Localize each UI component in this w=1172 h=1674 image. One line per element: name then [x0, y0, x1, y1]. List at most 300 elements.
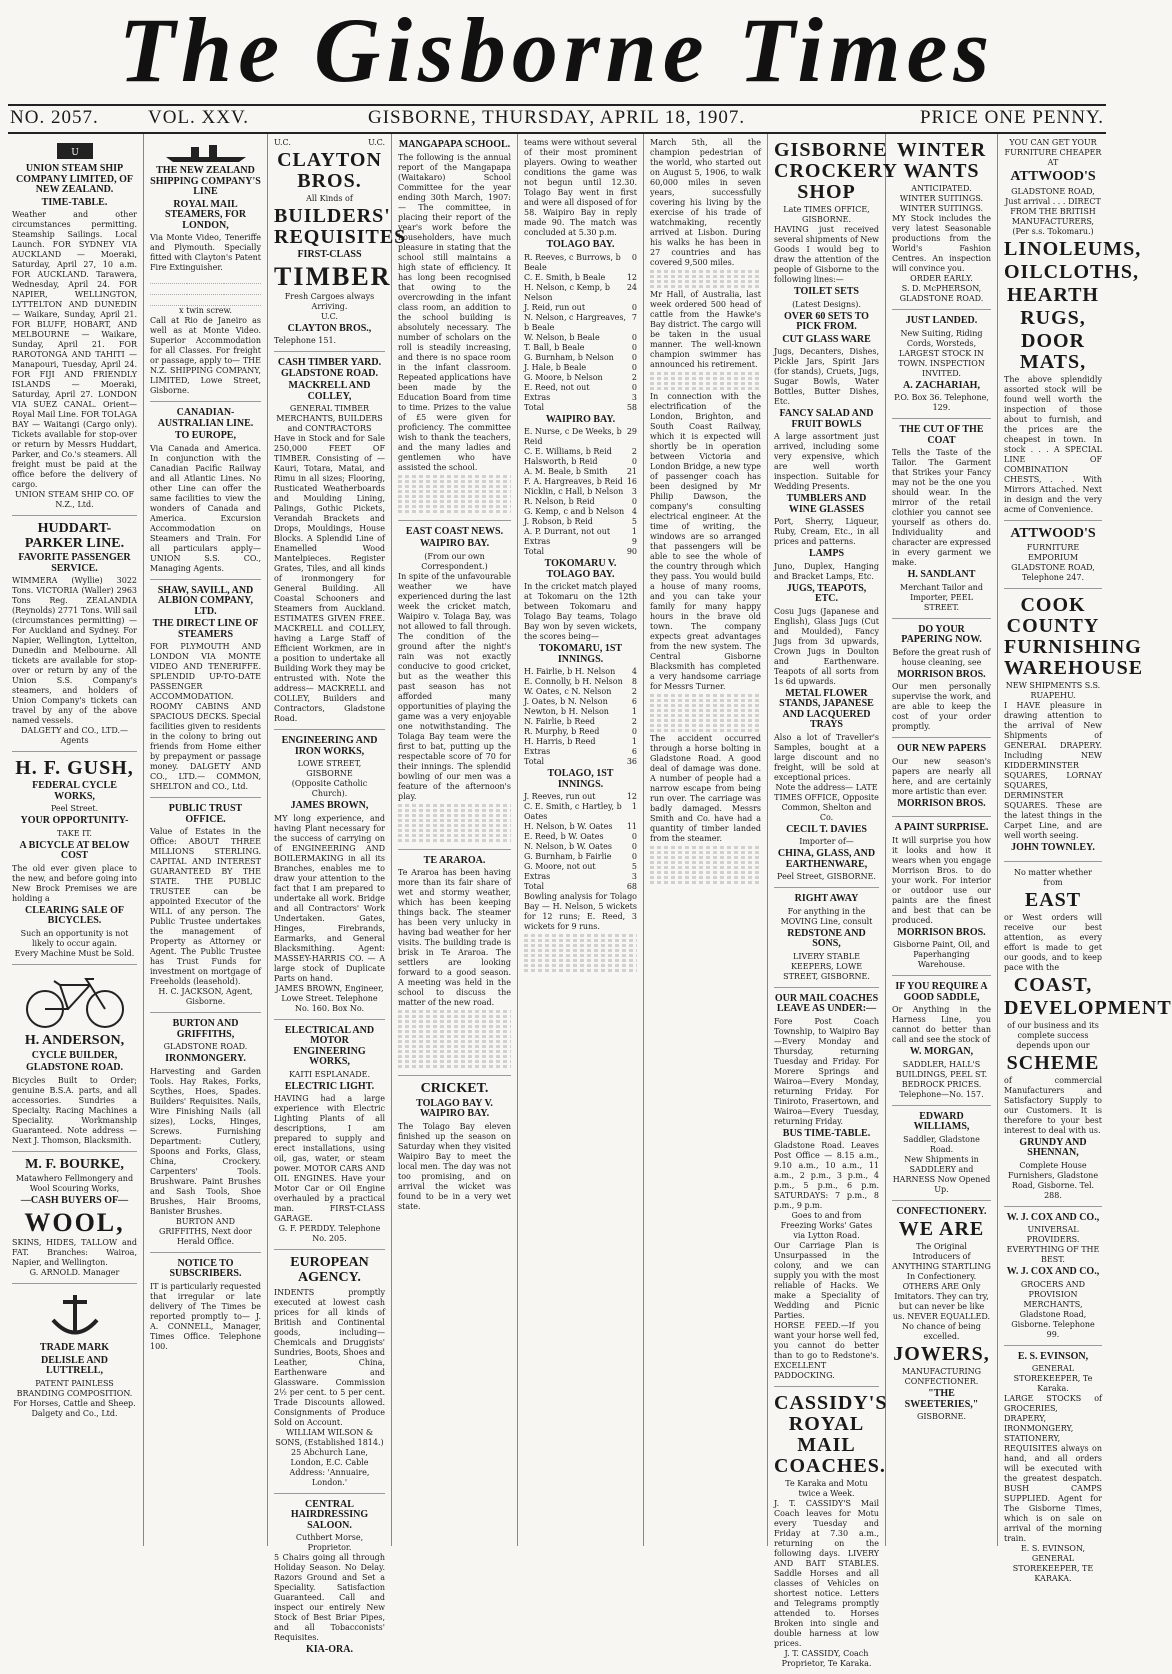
papering-title: DO YOUR PAPERING NOW.: [901, 623, 982, 645]
match2-title: TOKOMARU V. TOLAGO BAY.: [544, 558, 617, 580]
grundy-ad: [1004, 867, 1172, 1207]
score-row: [524, 737, 637, 747]
score-row: [524, 717, 637, 727]
place-date: GISBORNE, THURSDAY, APRIL 18, 1907.: [368, 107, 746, 128]
saddle-body: Or Anything in the Harness Line, you cannot do better than call and see the stock of: [892, 1005, 991, 1044]
score-row: [524, 527, 637, 537]
batsman: C. E. Smith, b Beale: [524, 272, 606, 282]
runs: 8: [631, 677, 637, 686]
coach-horse: HORSE FEED.—If you want your horse well fed, you cannot do better than to go to Redstone's. EXCELLENT PADDOCKING.: [774, 1321, 879, 1380]
coach-carriage: Our Carriage Plan is Unsurpassed in the colony, and we can supply you with the most reliable of Hacks. We make a Speciality of Wedding and Picnic Parties.: [774, 1241, 879, 1320]
runs: 16: [626, 477, 637, 486]
sailings-table: [150, 273, 261, 306]
scorecard-2: [524, 427, 637, 557]
bourke-wool: WOOL,: [24, 1207, 125, 1237]
batsman: Nicklin, c Hall, b Nelson: [524, 487, 624, 496]
newspaper-title: The Gisborne Times: [118, 0, 996, 101]
crockery-fancybody: A large assortment just arrived, including some very expensive, which are well worth inspection. Suitable for Wedding Presents.: [774, 432, 879, 491]
williams-sub: Saddler, Gladstone Road.: [903, 1134, 980, 1154]
mackrell-body: Have in Stock and for Sale 250,000 FEET OF TIMBER. Consisting of — Kauri, Totara, Matai, and Rimu in all sizes; Flooring, Rusticated Weatherboards and Moulding Lining, Palings, Gothic Pickets, Verandah Brackets and Drops, Mouldings, House Blocks. A Splendid Line of Enamelled Wood Mantelpieces. Register Grates, Tiles, and all kinds of ironmongery for General Building. All Coastal Schooners and Steamers from Auckland. ESTIMATES GIVEN FREE. MACKRELL and COLLEY, having a Large Staff of Efficient Workmen, are in a position to undertake all Building Work they may be entrusted with. Note the address— MACKRELL and COLLEY, Builders and Contractors, Gladstone Road.: [274, 434, 385, 724]
score4-title: TOLAGO, 1ST INNINGS.: [547, 768, 614, 790]
scorecard-4: [524, 792, 637, 892]
cassidy-ad: [774, 1392, 888, 1674]
grundy-body2: of commercial Manufacturers and Satisfactory Supply to our Customers. It is therefore to your best interest to deal with us.: [1004, 1075, 1102, 1135]
brown-footer: JAMES BROWN, Engineer, Lowe Street. Telephone No. 160. Box No.: [275, 983, 384, 1013]
brown-name: JAMES BROWN,: [290, 800, 369, 812]
rightaway-name: REDSTONE AND SONS,: [787, 927, 866, 949]
crockery-lamps: LAMPS: [809, 548, 844, 559]
score-row: [524, 832, 637, 842]
column-9: [998, 134, 1172, 1584]
runs: 0: [631, 842, 637, 851]
hairdressing-title: CENTRAL HAIRDRESSING SALOON.: [290, 1498, 369, 1531]
batsman: E. Reed, not out: [524, 382, 590, 392]
gush-body: The old ever given place to the new, and before going into New Brock Premises we are holding a: [12, 863, 137, 903]
coach-bus: BUS TIME-TABLE.: [782, 1127, 871, 1139]
attwood-arrival: Just arrival . . . DIRECT FROM THE BRITISH MANUFACTURERS, (Per s.s. Tokomaru.): [1005, 196, 1101, 236]
runs: 6: [631, 747, 637, 756]
trust-body: Value of Estates in the Office: ABOUT THREE MILLIONS STERLING. CAPITAL AND INTEREST GUARANTEED BY THE STATE. THE PUBLIC TRUSTEE can be appointed Executor of the WILL of any person. The Public Trustee undertakes the management of Property as Attorney or Agent. The Public Trustee has Trust Funds for investment on mortgage of Freeholds (leasehold).: [150, 827, 261, 986]
confect-shop: "THE SWEETERIES,": [904, 1388, 979, 1410]
grundy-scheme: SCHEME: [1006, 1051, 1100, 1074]
trust-ad: [150, 804, 261, 1013]
brown-ad: [274, 736, 385, 1020]
score-row: [524, 403, 637, 413]
crockery-latest: (Latest Designs).: [792, 299, 861, 309]
price: PRICE ONE PENNY.: [919, 107, 1104, 128]
score-row: [524, 757, 637, 767]
runs: 68: [626, 882, 637, 891]
steamship-icon: [161, 141, 251, 163]
batsman: E. Nurse, c De Weeks, b Reid: [524, 427, 622, 446]
score-row: [524, 687, 637, 697]
mackrell-sub: GENERAL TIMBER MERCHANTS, BUILDERS and CONTRACTORS: [276, 404, 383, 434]
attwood2-name: ATTWOOD'S: [1010, 525, 1096, 541]
column-3: [268, 134, 407, 1656]
burton-footer: BURTON AND GRIFFITHS, Next door Herald Office.: [158, 1216, 252, 1246]
saddle-sub: SADDLER, HALL'S BUILDINGS, PEEL ST. BEDROCK PRICES. Telephone—No. 157.: [895, 1059, 988, 1099]
clayton-uc-mid: U.C.: [321, 311, 338, 321]
batsman: N. Fairlie, b Reed: [524, 717, 595, 726]
gush-machine: Every Machine Must be Sold.: [14, 948, 135, 958]
rightaway-body: For anything in the MOVING Line, consult: [780, 906, 873, 926]
attwood-oil: OILCLOTHS,: [1004, 260, 1140, 283]
grundy-tail: of our business and its complete success depends upon our: [1007, 1020, 1099, 1050]
runs: 11: [626, 822, 637, 831]
electric-ad: [274, 1026, 385, 1251]
confect-weare: WE ARE: [898, 1218, 985, 1240]
bourke-cash: —CASH BUYERS OF—: [20, 1195, 129, 1207]
union-ad: [12, 141, 137, 516]
runs: 2: [631, 717, 637, 726]
cricket-tail: Bowling analysis for Tolago Bay — H. Nelson, 5 wickets for 12 runs; E. Reed, 3 wickets for 9 runs.: [524, 892, 637, 931]
cook-sub: NEW SHIPMENTS S.S. RUAPEHU.: [1005, 681, 1101, 701]
delisle-mark: TRADE MARK: [39, 1342, 110, 1354]
batsman: Total: [524, 402, 545, 412]
attwood-ad: [1004, 138, 1142, 521]
attwood2-tel: Telephone 247.: [1021, 573, 1085, 583]
gush-slogan2: TAKE IT.: [57, 828, 92, 838]
evinson-footer: E. S. EVINSON, GENERAL STOREKEEPER, TE KARAKA.: [1012, 1544, 1094, 1584]
score-row: [524, 457, 637, 467]
attwood-door: DOOR MATS,: [1019, 329, 1087, 373]
match2-body: In the cricket match played at Tokomaru on the 12th between Tokomaru and Tolago Bay teams, Tolago Bay won by seven wickets, the scores being—: [524, 582, 637, 641]
clayton-title: CLAYTON BROS.: [277, 149, 382, 192]
coach-busbody: Gladstone Road. Leaves Post Office — 8.15 a.m., 9.10 a.m., 10 a.m., 11 a.m., 2 p.m., 3 p.m., 4 p.m., 5 p.m., 6 p.m. SATURDAYS: 7 p.m., 8 p.m., 9 p.m.: [774, 1141, 879, 1210]
crockery-note: Note the address— LATE TIMES OFFICE, Opposite Common, Shelton and Co.: [774, 782, 879, 822]
score-row: [524, 393, 637, 403]
electric-sub: ELECTRIC LIGHT.: [284, 1080, 375, 1092]
gush-sub: FEDERAL CYCLE WORKS,: [32, 780, 117, 802]
column-4: [392, 134, 518, 1546]
hairdressing-ad: [274, 1500, 385, 1663]
runs: 36: [626, 757, 637, 766]
papering-ad: [892, 625, 991, 739]
surprise-title: A PAINT SURPRISE.: [894, 822, 989, 833]
clayton-builders: BUILDERS' REQUISITES: [274, 205, 407, 248]
score-row: [524, 792, 637, 802]
nzshipping-note: Call at Rio de Janeiro as well as at Monte Video. Superior Accommodation for all Classes. For freight or passage, apply to— THE N.Z. SHIPPING COMPANY, LIMITED, Lowe Street, Gisborne.: [150, 316, 261, 395]
score3-title: TOKOMARU, 1ST INNINGS.: [538, 643, 623, 665]
saddle-ad: [892, 982, 991, 1106]
burton-sub: GLADSTONE ROAD.: [163, 1042, 248, 1051]
batsman: G. Burnham, b Nelson: [524, 352, 614, 362]
rightaway-sub: LIVERY STABLE KEEPERS, LOWE STREET, GISBORNE.: [783, 951, 870, 981]
coach-note: Goes to and from Freezing Works' Gates via Lytton Road.: [780, 1211, 873, 1240]
masthead: [0, 0, 1114, 100]
score-row: [524, 537, 637, 547]
attwood-hearth: HEARTH: [1007, 283, 1099, 306]
bourke-ad: [12, 1158, 137, 1284]
score-row: [524, 852, 637, 862]
batsman: H. Nelson, c Kemp, b Nelson: [524, 282, 610, 302]
huddart-ad: [12, 522, 137, 752]
batsman: H. Nelson, b W. Oates: [524, 822, 613, 831]
scorecard-1: [524, 253, 637, 413]
bourke-title: M. F. BOURKE,: [25, 1156, 124, 1172]
runs: 0: [631, 382, 637, 392]
bourke-sub: Matawhero Fellmongery and Wool Scouring Works,: [15, 1174, 134, 1194]
score-row: [524, 427, 637, 447]
issue-number: NO. 2057.: [10, 107, 99, 128]
batsman: E. Reed, b W. Oates: [524, 832, 604, 841]
runs: 29: [626, 427, 637, 436]
runs: 0: [631, 302, 637, 312]
cricket-title: CRICKET.: [420, 1081, 489, 1096]
electric-body: HAVING had a large experience with Electric Lighting Plants of all descriptions, I am prepared to supply and erect installations, using oil, gas, water, or steam power. MOTOR CARS AND OIL ENGINES. Have your Motor Car or Oil Engine overhauled by a practical man. FIRST-CLASS GARAGE.: [274, 1094, 385, 1224]
runs: 1: [631, 737, 637, 746]
crockery-sub: Late TIMES OFFICE, GISBORNE.: [783, 205, 870, 224]
runs: 0: [631, 352, 637, 362]
batsman: A. P. Durrant, not out: [524, 527, 611, 536]
surprise-ad: [892, 823, 991, 976]
crockery-china: CHINA, GLASS, AND EARTHENWARE,: [777, 848, 876, 870]
score-row: [524, 333, 637, 343]
grundy-sub: Complete House Furnishers, Gladstone Road, Gisborne. Tel. 288.: [1007, 1160, 1099, 1200]
clayton-sub: All Kinds of: [306, 194, 353, 203]
delisle-body: PATENT PAINLESS BRANDING COMPOSITION. For Horses, Cattle and Sheep.: [13, 1378, 136, 1408]
runs: 3: [631, 487, 637, 496]
runs: 0: [631, 497, 637, 506]
trust-title: PUBLIC TRUST OFFICE.: [168, 803, 243, 825]
batsman: J. Reeves, run out: [524, 792, 596, 801]
batsman: Extras: [524, 537, 551, 546]
winter-footer: S. D. McPHERSON, GLADSTONE ROAD.: [899, 284, 984, 303]
williams-name: EDWARD WILLIAMS,: [913, 1110, 970, 1132]
runs: 1: [631, 707, 637, 716]
evinson-ad: [1004, 1352, 1102, 1590]
burton-dept: IRONMONGERY.: [165, 1053, 246, 1064]
batsman: Extras: [524, 392, 551, 402]
surprise-body: It will surprise you how it looks and how it wears when you engage Morrison Bros. to do your work. For interior or outdoor use our paints are the finest and best that can be produced.: [892, 835, 991, 925]
batsman: G. Burnham, b Fairlie: [524, 852, 612, 861]
batsman: Total: [524, 757, 545, 766]
batsman: H. Harris, b Reed: [524, 737, 596, 746]
runs: 2: [631, 447, 637, 456]
batsman: F. A. Hargreaves, b Reid: [524, 477, 623, 486]
score-row: [524, 467, 637, 477]
shawsavill-sub: THE DIRECT LINE OF STEAMERS: [152, 618, 259, 640]
eastcoast-corr: (From our own Correspondent.): [421, 551, 488, 571]
runs: 1: [631, 802, 637, 811]
score-row: [524, 353, 637, 363]
papers-title: OUR NEW PAPERS: [896, 743, 987, 754]
runs: 3: [631, 872, 637, 881]
union-body: Weather and other circumstances permitting. Steamship Sailings. Local Launch. FOR SYDNEY VIA AUCKLAND — Moeraki, Saturday, April 27, 10 a.m. FOR AUCKLAND. Tarawera, Wednesday, April 24. FOR NAPIER, WELLINGTON, LYTTELTON AND DUNEDIN — Waikare, Sunday, April 21. FOR BLUFF, HOBART, AND MELBOURNE — Waikare, Sunday, April 21. FOR RAROTONGA AND TAHITI — Manapouri, Tuesday, April 24. FOR FIJI AND FRIENDLY ISLANDS — Moeraki, Saturday, April 27. LONDON VIA SUEZ CANAL. Orient—Royal Mail Line. FOR TOLAGA BAY — Waitangi (Cargo only). Tickets available for stop-over or return by Messrs Huddart, Parker, and Co.'s steamers. All freight must be paid at the office before the delivery of cargo.: [12, 210, 137, 489]
confect-title: CONFECTIONERY.: [896, 1205, 987, 1217]
crockery-tumblersbody: Port, Sherry, Liqueur, Ruby, Cream, Etc., in all prices and patterns.: [774, 517, 879, 546]
winter-body: MY Stock includes the very latest Seasonable productions from the World's Fashion Centres. An inspection will convince you.: [892, 214, 991, 273]
coat-title: THE CUT OF THE COAT: [899, 424, 984, 446]
column-5: [518, 134, 644, 1546]
brown-title: ENGINEERING AND IRON WORKS,: [281, 735, 378, 757]
score-row: [524, 363, 637, 373]
delisle-agent: Dalgety and Co., Ltd.: [31, 1408, 118, 1418]
nzshipping-body: Via Monte Video, Teneriffe and Plymouth. Specially fitted with Clayton's Patent Fire Extinguisher.: [150, 233, 261, 272]
clayton-tel: Telephone 151.: [274, 336, 337, 346]
crockery-lampsbody: Juno, Duplex, Hanging and Bracket Lamps, Etc.: [774, 561, 879, 581]
news-item-3: In connection with the electrification of the London, Brighton, and South Coast Railway, which it is expected will shortly be in operation between Victoria and London Bridge, a new type of passenger coach has been designed by Mr Philip Dawson, the company's consulting electrical engineer. At the time of writing, the windows are so arranged that passengers will be able to see the whole of the country through which they pass. You would build a house of many rooms, and you can take your family for many happy hours in the brave old town. The company expects great advantages from the new system. The Central Gisborne Blacksmith has completed a very handsome carriage for Messrs Turner.: [650, 392, 761, 691]
european-title: EUROPEAN AGENCY.: [290, 1255, 369, 1285]
nzshipping-title: THE NEW ZEALAND SHIPPING COMPANY'S LINE: [150, 165, 261, 197]
crockery-fancy: FANCY SALAD AND FRUIT BOWLS: [779, 408, 874, 430]
score-row: [524, 882, 637, 892]
score-row: [524, 497, 637, 507]
notice-ad: [150, 1259, 261, 1357]
gush-addr: Peel Street.: [50, 804, 99, 814]
runs: 24: [626, 282, 637, 292]
volume: VOL. XXV.: [148, 107, 250, 128]
batsman: C. E. Williams, b Reid: [524, 447, 612, 456]
batsman: R. Reeves, c Burrows, b Beale: [524, 252, 621, 272]
cassidy-title: CASSIDY'S ROYAL MAIL COACHES.: [774, 1392, 888, 1477]
eastcoast-title: EAST COAST NEWS.: [405, 525, 504, 537]
cox-sub2: GROCERS AND PROVISION MERCHANTS,: [1020, 1279, 1086, 1309]
school-body: The following is the annual report of the Mangapapa (Waitakaro) School Committee for the year ending 30th March, 1907:— The committee, in placing their report of the year's work before the householders, have much pleasure in stating that the school still maintains a high state of efficiency. It has long been recognised that owing to the overcrowding in the infant class room, an addition to the school building is absolutely necessary. The number of scholars on the roll is steadily increasing, and there is no space room in the infant classroom. Repeated applications have been made by the Education Board from time to time. Prizes to the value of £5 were given for proficiency. The committee wish to thank the teachers, and the many ladies and gentlemen who have assisted the school.: [398, 152, 511, 472]
batsman: Total: [524, 882, 545, 891]
papering-body: Before the great rush of house cleaning, see: [892, 647, 991, 667]
eastcoast-article: [398, 527, 511, 850]
runs: 12: [626, 272, 637, 282]
cox-sub: UNIVERSAL PROVIDERS.: [1026, 1225, 1080, 1245]
score-row: [524, 313, 637, 333]
cox-name: W. J. COX AND CO.,: [1006, 1211, 1100, 1223]
crockery-title: GISBORNE CROCKERY SHOP: [774, 139, 898, 203]
score-row: [524, 383, 637, 393]
runs: 3: [631, 392, 637, 402]
landed-ad: [892, 316, 991, 419]
attwood-addr: GLADSTONE ROAD,: [1011, 186, 1095, 196]
runs: 6: [631, 697, 637, 706]
runs: 0: [631, 852, 637, 861]
saddle-name: W. MORGAN,: [909, 1046, 974, 1057]
crockery-peel: Peel Street, GISBORNE.: [777, 872, 876, 881]
coat-body: Tells the Taste of the Tailor. The Garment that Strikes your Fancy may not be the one you should wear. In the mirror of the retail clothier you cannot see yourself as others do. Individuality and character are expressed in every garment we make.: [892, 448, 991, 567]
shawsavill-body: FOR PLYMOUTH AND LONDON VIA MONTE VIDEO AND TENERIFFE. SPLENDID UP-TO-DATE PASSENGER ACCOMMODATION. ROOMY CABINS AND SPACIOUS DECKS. Special facilities given to residents in the colony to bring out friends from Home either by prepayment or passage money. DALGETY AND CO., LTD.— COMMON, SHELTON and CO., Ltd.: [150, 642, 261, 791]
column-1: [6, 134, 144, 1546]
papering-tail: Our men personally supervise the work, and are able to keep the cost of your order promptly.: [892, 682, 991, 731]
cassidy-body: J. T. CASSIDY'S Mail Coach leaves for Motu every Tuesday and Friday at 7.30 a.m., returning on the following days. LIVERY AND BAIT STABLES. Saddle Horses and all classes of Vehicles on shortest notice. Letters and Telegrams promptly attended to. Horses Broken into single and double harness at low prices.: [774, 1499, 879, 1648]
cox-body: EVERYTHING OF THE BEST.: [1006, 1245, 1100, 1265]
batsman: J. Oates, b N. Nelson: [524, 697, 608, 706]
crockery-cut: CUT GLASS WARE: [782, 333, 871, 345]
column-6: [644, 134, 768, 1546]
gush-title: H. F. GUSH,: [15, 757, 134, 780]
batsman: N. Nelson, b W. Oates: [524, 842, 612, 851]
crockery-jugs: JUGS, TEAPOTS, ETC.: [786, 582, 867, 604]
crockery-imp: Importer of—: [799, 837, 854, 846]
runs: 0: [631, 362, 637, 372]
crockery-body: HAVING just received several shipments of New Goods I would beg to draw the attention of the people of Gisborne to the following lines:—: [774, 225, 879, 284]
winter-order: ORDER EARLY.: [910, 274, 973, 283]
union-footer: UNION STEAM SHIP CO. OF N.Z., Ltd.: [14, 490, 135, 509]
clayton-ad: [274, 138, 407, 352]
winter-suitings: WINTER SUITINGS. WINTER SUITINGS.: [899, 194, 984, 213]
brown-sub: (Opposite Catholic Church).: [291, 779, 368, 799]
svg-text:U: U: [70, 148, 79, 158]
union-sub: TIME-TABLE.: [41, 196, 108, 208]
batsman: Total: [524, 547, 545, 556]
runs: 1: [631, 527, 637, 536]
score-row: [524, 862, 637, 872]
clayton-footer: CLAYTON BROS.,: [287, 322, 372, 334]
burton-title: BURTON AND GRIFFITHS,: [172, 1018, 239, 1040]
bourke-body: SKINS, HIDES, TALLOW and FAT. Branches: Wairoa, Napier, and Wellington.: [12, 1238, 137, 1268]
coat-ad: [892, 425, 991, 619]
canadian-body: Via Canada and America. In conjunction with the Canadian Pacific Railway and all Atlantic Lines. No other Line can offer the same facilities to view the wonders of Canada and America. Excursion Accommodation on Steamers and Train. For all particulars apply— UNION S.S. CO., Managing Agents.: [150, 443, 261, 573]
score-row: [524, 517, 637, 527]
runs: 2: [631, 687, 637, 696]
notice-body: IT is particularly requested that irregular or late delivery of The Times be reported promptly to— J. A. CONNELL, Manager, Times Office. Telephone 100.: [150, 1281, 261, 1351]
anderson-sub: CYCLE BUILDER,: [31, 1049, 118, 1061]
papering-name: MORRISON BROS.: [897, 668, 986, 680]
batsman: Extras: [524, 872, 551, 881]
anchor-trademark-icon: [35, 1290, 115, 1340]
batsman: Newton, b H. Nelson: [524, 707, 609, 716]
batsman: G. Moore, b Nelson: [524, 372, 603, 382]
nzshipping-ports: x twin screw.: [179, 306, 232, 315]
score-row: [524, 697, 637, 707]
canadian-title: CANADIAN-AUSTRALIAN LINE.: [157, 407, 254, 429]
crockery-davies: CECIL T. DAVIES: [786, 823, 867, 835]
runs: 90: [626, 547, 637, 556]
surprise-sub: Gisborne Paint, Oil, and Paperhanging Warehouse.: [893, 940, 990, 969]
evinson-name: E. S. EVINSON,: [1017, 1350, 1089, 1362]
winter-title: WINTER WANTS: [896, 139, 987, 182]
clayton-firstclass: FIRST-CLASS: [297, 249, 362, 260]
flag-icon: [55, 141, 95, 161]
batsman: W. Oates, c N. Nelson: [524, 687, 612, 696]
columns: [6, 134, 1172, 1668]
burton-ad: [150, 1019, 261, 1253]
runs: 7: [631, 312, 637, 322]
williams-ad: [892, 1112, 991, 1201]
batsman: R. Murphy, b Reed: [524, 727, 600, 736]
attwood2-ad: [1004, 527, 1102, 590]
huddart-footer: DALGETY and CO., LTD.— Agents: [21, 726, 128, 746]
score-row: [524, 253, 637, 273]
electric-title: ELECTRICAL AND MOTOR ENGINEERING WORKS,: [284, 1024, 375, 1068]
gush-note: Such an opportunity is not likely to occur again.: [20, 928, 129, 948]
score-row: [524, 727, 637, 737]
runs: 12: [626, 792, 637, 801]
batsman: C. E. Smith, c Hartley, b Oates: [524, 802, 622, 821]
crockery-ad: [774, 139, 898, 888]
clayton-timber: TIMBER: [274, 261, 392, 291]
attwood-rugs: RUGS,: [1020, 306, 1086, 329]
score-row: [524, 477, 637, 487]
grundy-east: EAST: [1024, 888, 1082, 911]
crockery-metalbody: Also a lot of Traveller's Samples, bought at a large discount and no freight, will be sold at exceptional prices.: [774, 732, 879, 782]
crockery-metal: METAL FLOWER STANDS, JAPANESE AND LACQUERED TRAYS: [779, 687, 874, 730]
landed-body: New Suiting, Riding Cords, Worsteds, LARGEST STOCK IN TOWN. INSPECTION INVITED.: [898, 328, 985, 378]
bourke-mgr: G. ARNOLD. Manager: [29, 1268, 120, 1278]
hairdressing-prop: Cuthbert Morse, Proprietor.: [295, 1533, 364, 1553]
batsman: Halsworth, b Reid: [524, 457, 598, 466]
attwood2-sub: FURNITURE EMPORIUM: [1026, 543, 1080, 563]
mackrell-title: CASH TIMBER YARD. GLADSTONE ROAD.: [277, 357, 382, 379]
batsman: J. Robson, b Reid: [524, 517, 593, 526]
grundy-name: GRUNDY AND SHENNAN,: [1019, 1136, 1087, 1159]
eastcoast-body: In spite of the unfavourable weather we have experienced during the last week the cricket match, Waipiro v. Tolaga Bay, was not allowed to fall through. The condition of the ground after the night's rain was not exactly conducive to good cricket, but as the weather this past season has not afforded many opportunities of playing the game was a very enjoyable one notwithstanding. The Tolaga Bay team were the first to bat, putting up the respectable score of 70 for their innings. The splendid bowling of our men was a feature of the afternoon's play.: [398, 571, 511, 801]
papers-body: Our new season's papers are nearly all here, and are certainly more artistic than ever.: [892, 756, 991, 796]
nzshipping-sub: ROYAL MAIL STEAMERS, FOR LONDON,: [164, 198, 247, 231]
score-row: [524, 667, 637, 677]
araroa-article: [398, 856, 511, 1077]
winter-ad: [892, 140, 991, 310]
runs: 5: [631, 862, 637, 871]
runs: 58: [626, 402, 637, 412]
attwood-lino: LINOLEUMS,: [1004, 237, 1142, 260]
brown-addr: LOWE STREET, GISBORNE: [297, 759, 362, 779]
confect-body: The Original Introducers of ANYTHING STARTLING In Confectionery. OTHERS ARE Only Imitators. They can try, but can never be like us. NEVER EQUALLED. No chance of being excelled.: [892, 1242, 991, 1341]
runs: 9: [631, 537, 637, 546]
score-row: [524, 802, 637, 822]
cook-ad: [1004, 594, 1144, 862]
papers-name: MORRISON BROS.: [897, 797, 986, 809]
cox-addr: Gladstone Road, Gisborne. Telephone 99.: [1011, 1309, 1095, 1339]
electric-footer: G. F. PERDDY. Telephone No. 205.: [278, 1224, 381, 1244]
williams-body: New Shipments in SADDLERY and HARNESS Now Opened Up.: [892, 1154, 991, 1194]
runs: 4: [631, 667, 637, 676]
gush-ad: [12, 758, 137, 965]
batsman: R. Nelson, b Reid: [524, 497, 595, 506]
score-row: [524, 872, 637, 882]
cook-body: I HAVE pleasure in drawing attention to the arrival of New Shipments of GENERAL DRAPERY. Including NEW KIDDERMINSTER SQUARES, LORNAY SQUARES, DERMINSTER SQUARES. These are the latest things in the Carpet Line, and are well worth seeing.: [1004, 701, 1102, 841]
delisle-ad: [12, 1290, 137, 1424]
huddart-body: WIMMERA (Wyllie) 3022 Tons. VICTORIA (Waller) 2963 Tons Reg. ZEALANDIA (Reynolds) 2771 Tons. Will sail (circumstances permitting) — For Auckland and Sydney. For Napier, Wellington, Lyttelton, Dunedin and Melbourne. All tickets are available for stop-over or return by any of the Union S.S. Company's steamers, and holders of Union Company's tickets can travel by any of the above named vessels.: [12, 576, 137, 726]
coach-body: Fore Post Coach Township, to Waipiro Bay—Every Monday and Thursday, returning Tuesday and Friday. For Morere Springs and Wairoa—Every Monday, returning Friday. For Tiniroto, Frasertown, and Wairoa—Every Tuesday, returning Friday.: [774, 1016, 879, 1126]
